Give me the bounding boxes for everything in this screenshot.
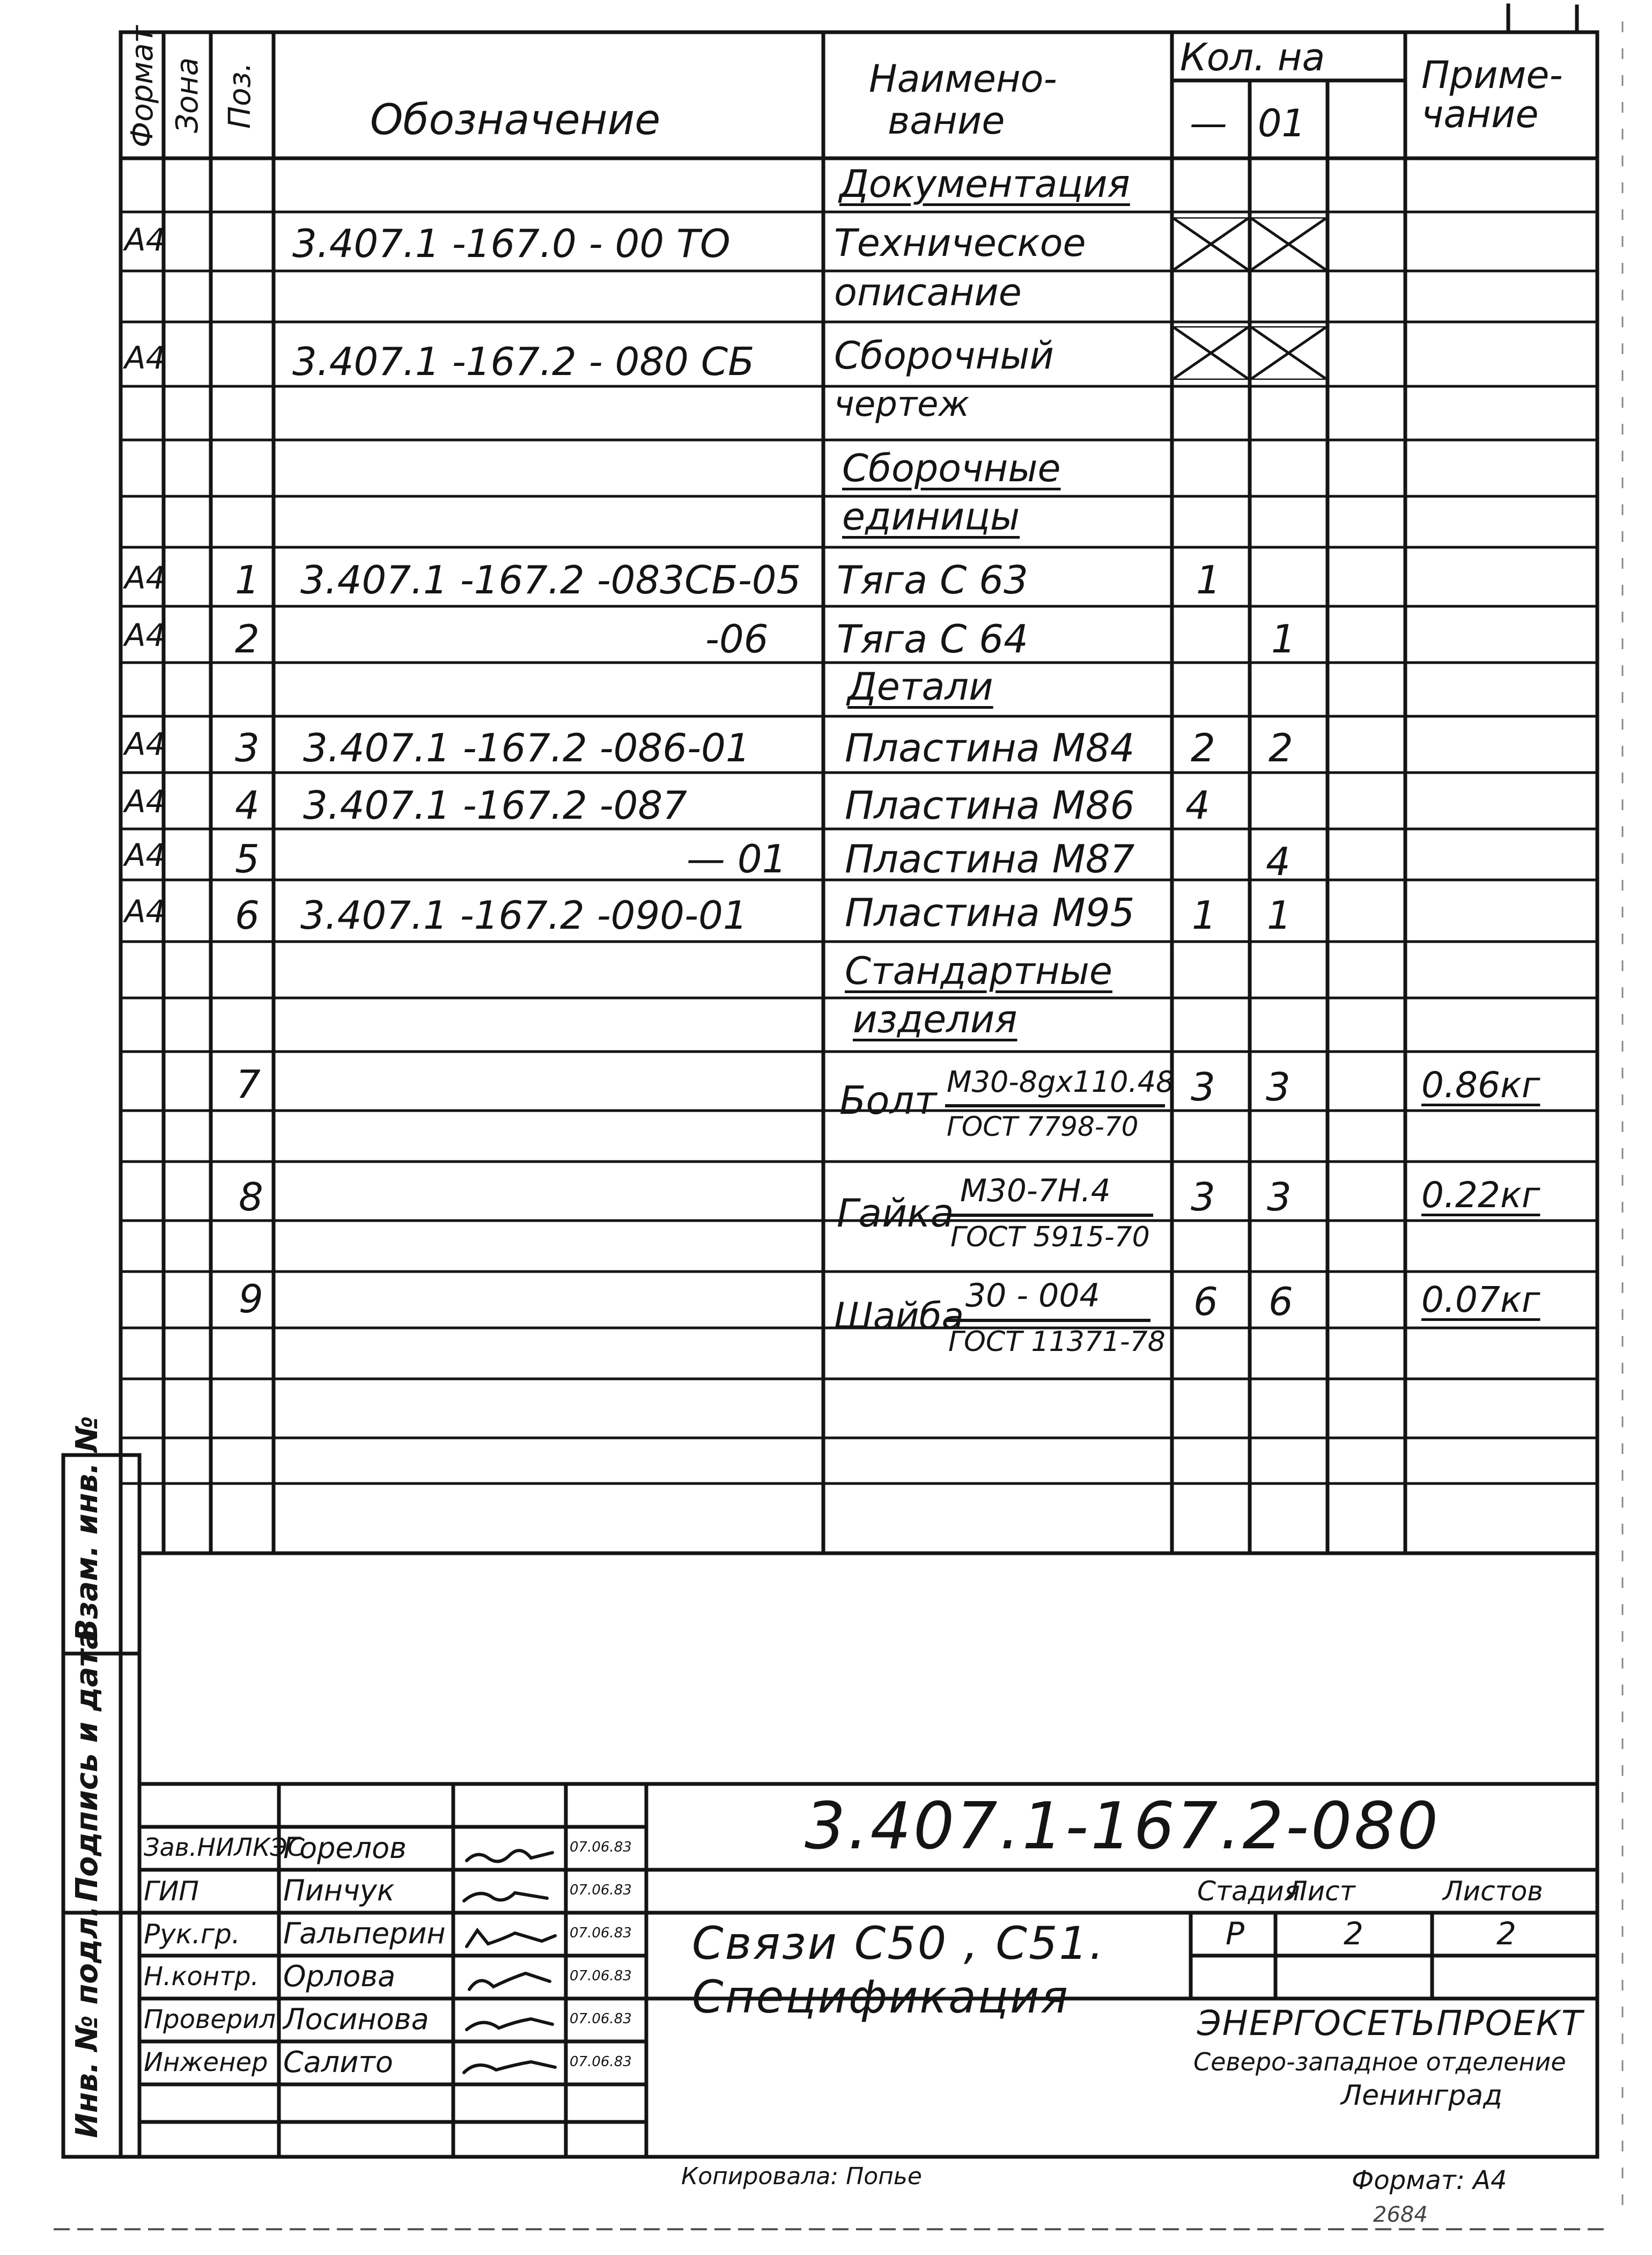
row10-note: 0.22кг <box>1421 1174 1540 1216</box>
archive-number: 2684 <box>1373 2202 1428 2227</box>
col-qty-header: Кол. на <box>1180 35 1325 79</box>
row6-format: А4 <box>124 783 166 820</box>
row7-format: А4 <box>124 837 166 873</box>
col-note-header-line2: чание <box>1421 92 1539 136</box>
row11-qty1: 6 <box>1193 1279 1218 1324</box>
row6-name: Пластина М86 <box>845 783 1135 828</box>
row5-designation: 3.407.1 -167.2 -086-01 <box>303 725 750 770</box>
row10-fraction-bar <box>949 1214 1153 1217</box>
row9-numerator: М30-8gх110.48 <box>947 1065 1175 1099</box>
row5-format: А4 <box>124 726 166 762</box>
row11-denominator: ГОСТ 11371-78 <box>948 1326 1166 1358</box>
sheet-value: 2 <box>1344 1915 1363 1952</box>
row3-pos: 1 <box>235 557 260 603</box>
row5-qty1: 2 <box>1191 725 1215 770</box>
signer6-date: 07.06.83 <box>570 2054 632 2070</box>
col-note-header-line1: Приме- <box>1421 53 1563 97</box>
row10-name: Гайка <box>837 1191 954 1236</box>
row11-name: Шайба <box>834 1295 964 1338</box>
signer6-role: Инженер <box>144 2047 268 2077</box>
row7-name: Пластина М87 <box>845 836 1135 882</box>
row8-qty1: 1 <box>1192 893 1216 938</box>
row10-pos: 8 <box>239 1174 263 1220</box>
row4-name: Тяга С 64 <box>837 616 1028 662</box>
row10-qty1: 3 <box>1191 1174 1215 1220</box>
row8-pos: 6 <box>235 893 260 938</box>
stage-value: Р <box>1226 1915 1244 1952</box>
signer5-role: Проверил <box>144 2004 276 2034</box>
signer1-name: Горелов <box>283 1831 407 1865</box>
side-inv-original: Инв. № подл. <box>70 1905 105 2138</box>
row7-pos: 5 <box>235 836 260 882</box>
row9-qty2: 3 <box>1266 1064 1290 1110</box>
signer1-date: 07.06.83 <box>570 1839 632 1855</box>
org-city: Ленинград <box>1341 2080 1503 2112</box>
row9-name: Болт <box>839 1078 937 1123</box>
col-pos-header: Поз. <box>223 62 257 129</box>
sheet-format: Формат: А4 <box>1352 2165 1507 2195</box>
copied-by: Копировала: Попье <box>681 2163 922 2190</box>
row3-name: Тяга С 63 <box>837 557 1028 603</box>
section-standard-items-line2: изделия <box>853 997 1017 1041</box>
row11-fraction-bar <box>947 1319 1150 1322</box>
signer1-role: Зав.НИЛКЭС <box>144 1833 305 1862</box>
col-name-header-line2: вание <box>888 99 1005 143</box>
row10-numerator: М30-7Н.4 <box>960 1172 1111 1209</box>
row5-pos: 3 <box>235 725 260 770</box>
row11-numerator: 30 - 004 <box>965 1277 1100 1314</box>
org-division: Северо-западное отделение <box>1193 2047 1566 2076</box>
row8-format: А4 <box>124 893 166 930</box>
section-standard-items-line1: Стандартные <box>845 949 1112 993</box>
side-inv-substitute: Взам. инв. № <box>70 1415 105 1642</box>
section-assembly-units-line1: Сборочные <box>842 446 1061 490</box>
signatures-column <box>456 1828 563 2081</box>
signer2-name: Пинчук <box>283 1874 395 1907</box>
col-zone-header: Зона <box>170 57 205 133</box>
col-qty-sub1: — <box>1190 101 1227 145</box>
title-line2: Спецификация <box>692 1971 1070 2023</box>
signer4-name: Орлова <box>283 1959 396 1993</box>
row11-note: 0.07кг <box>1421 1279 1540 1320</box>
org-name: ЭНЕРГОСЕТЬПРОЕКТ <box>1197 2004 1584 2044</box>
col-designation-header: Обозначение <box>370 96 661 144</box>
sheet-label: Лист <box>1287 1876 1355 1907</box>
row6-qty1: 4 <box>1185 783 1210 828</box>
row11-qty2: 6 <box>1268 1279 1293 1324</box>
row1-name-line2: описание <box>834 270 1022 314</box>
row6-pos: 4 <box>235 783 260 828</box>
row2-name-line2: чертеж <box>834 385 970 424</box>
stage-label: Стадия <box>1197 1876 1300 1907</box>
row7-designation: — 01 <box>687 836 787 882</box>
row4-qty2: 1 <box>1271 616 1296 662</box>
signer3-name: Гальперин <box>283 1916 446 1950</box>
row10-denominator: ГОСТ 5915-70 <box>950 1221 1150 1253</box>
row9-pos: 7 <box>236 1062 261 1107</box>
side-signature-date: Подпись и дата <box>70 1629 105 1902</box>
signer4-role: Н.контр. <box>144 1962 259 1992</box>
row2-format: А4 <box>124 340 166 376</box>
sheets-value: 2 <box>1496 1915 1516 1952</box>
row11-pos: 9 <box>239 1276 263 1321</box>
signer5-date: 07.06.83 <box>570 2011 632 2027</box>
row5-qty2: 2 <box>1268 725 1293 770</box>
row2-designation: 3.407.1 -167.2 - 080 СБ <box>292 339 755 384</box>
row2-name-line1: Сборочный <box>834 334 1054 378</box>
row3-designation: 3.407.1 -167.2 -083СБ-05 <box>300 557 801 603</box>
section-documentation: Документация <box>839 162 1130 206</box>
row4-format: А4 <box>124 617 166 653</box>
signer3-role: Рук.гр. <box>144 1919 240 1950</box>
row1-designation: 3.407.1 -167.0 - 00 ТО <box>292 221 731 266</box>
signer6-name: Салито <box>283 2045 393 2079</box>
row1-format: А4 <box>124 222 166 258</box>
col-name-header-line1: Наимено- <box>869 57 1057 101</box>
signer2-date: 07.06.83 <box>570 1882 632 1898</box>
row9-fraction-bar <box>945 1104 1165 1107</box>
title-line1: Связи С50 , С51. <box>692 1917 1105 1970</box>
row8-qty2: 1 <box>1267 893 1292 938</box>
section-assembly-units-line2: единицы <box>842 495 1020 539</box>
document-code: 3.407.1-167.2-080 <box>805 1789 1441 1864</box>
col-qty-sub2: 01 <box>1258 101 1306 145</box>
row9-denominator: ГОСТ 7798-70 <box>947 1111 1139 1142</box>
row8-name: Пластина М95 <box>845 890 1135 935</box>
row4-designation: -06 <box>705 616 769 662</box>
row3-format: А4 <box>124 560 166 596</box>
row4-pos: 2 <box>235 616 260 662</box>
row2-qty-crossed <box>1172 326 1328 380</box>
row1-name-line1: Техническое <box>834 221 1086 265</box>
row5-name: Пластина М84 <box>845 725 1135 770</box>
signer3-date: 07.06.83 <box>570 1925 632 1941</box>
signer2-role: ГИП <box>144 1876 199 1907</box>
row7-qty2: 4 <box>1266 839 1290 884</box>
row8-designation: 3.407.1 -167.2 -090-01 <box>300 893 748 938</box>
section-parts: Детали <box>847 665 993 709</box>
signer4-date: 07.06.83 <box>570 1968 632 1984</box>
col-format-header: Формат <box>125 25 160 148</box>
row9-note: 0.86кг <box>1421 1064 1540 1106</box>
row9-qty1: 3 <box>1191 1064 1215 1110</box>
row10-qty2: 3 <box>1267 1174 1292 1220</box>
sheets-label: Листов <box>1443 1876 1543 1907</box>
row3-qty1: 1 <box>1196 557 1221 603</box>
signer5-name: Лосинова <box>283 2002 429 2036</box>
row6-designation: 3.407.1 -167.2 -087 <box>303 783 688 828</box>
row1-qty-crossed <box>1172 217 1328 271</box>
